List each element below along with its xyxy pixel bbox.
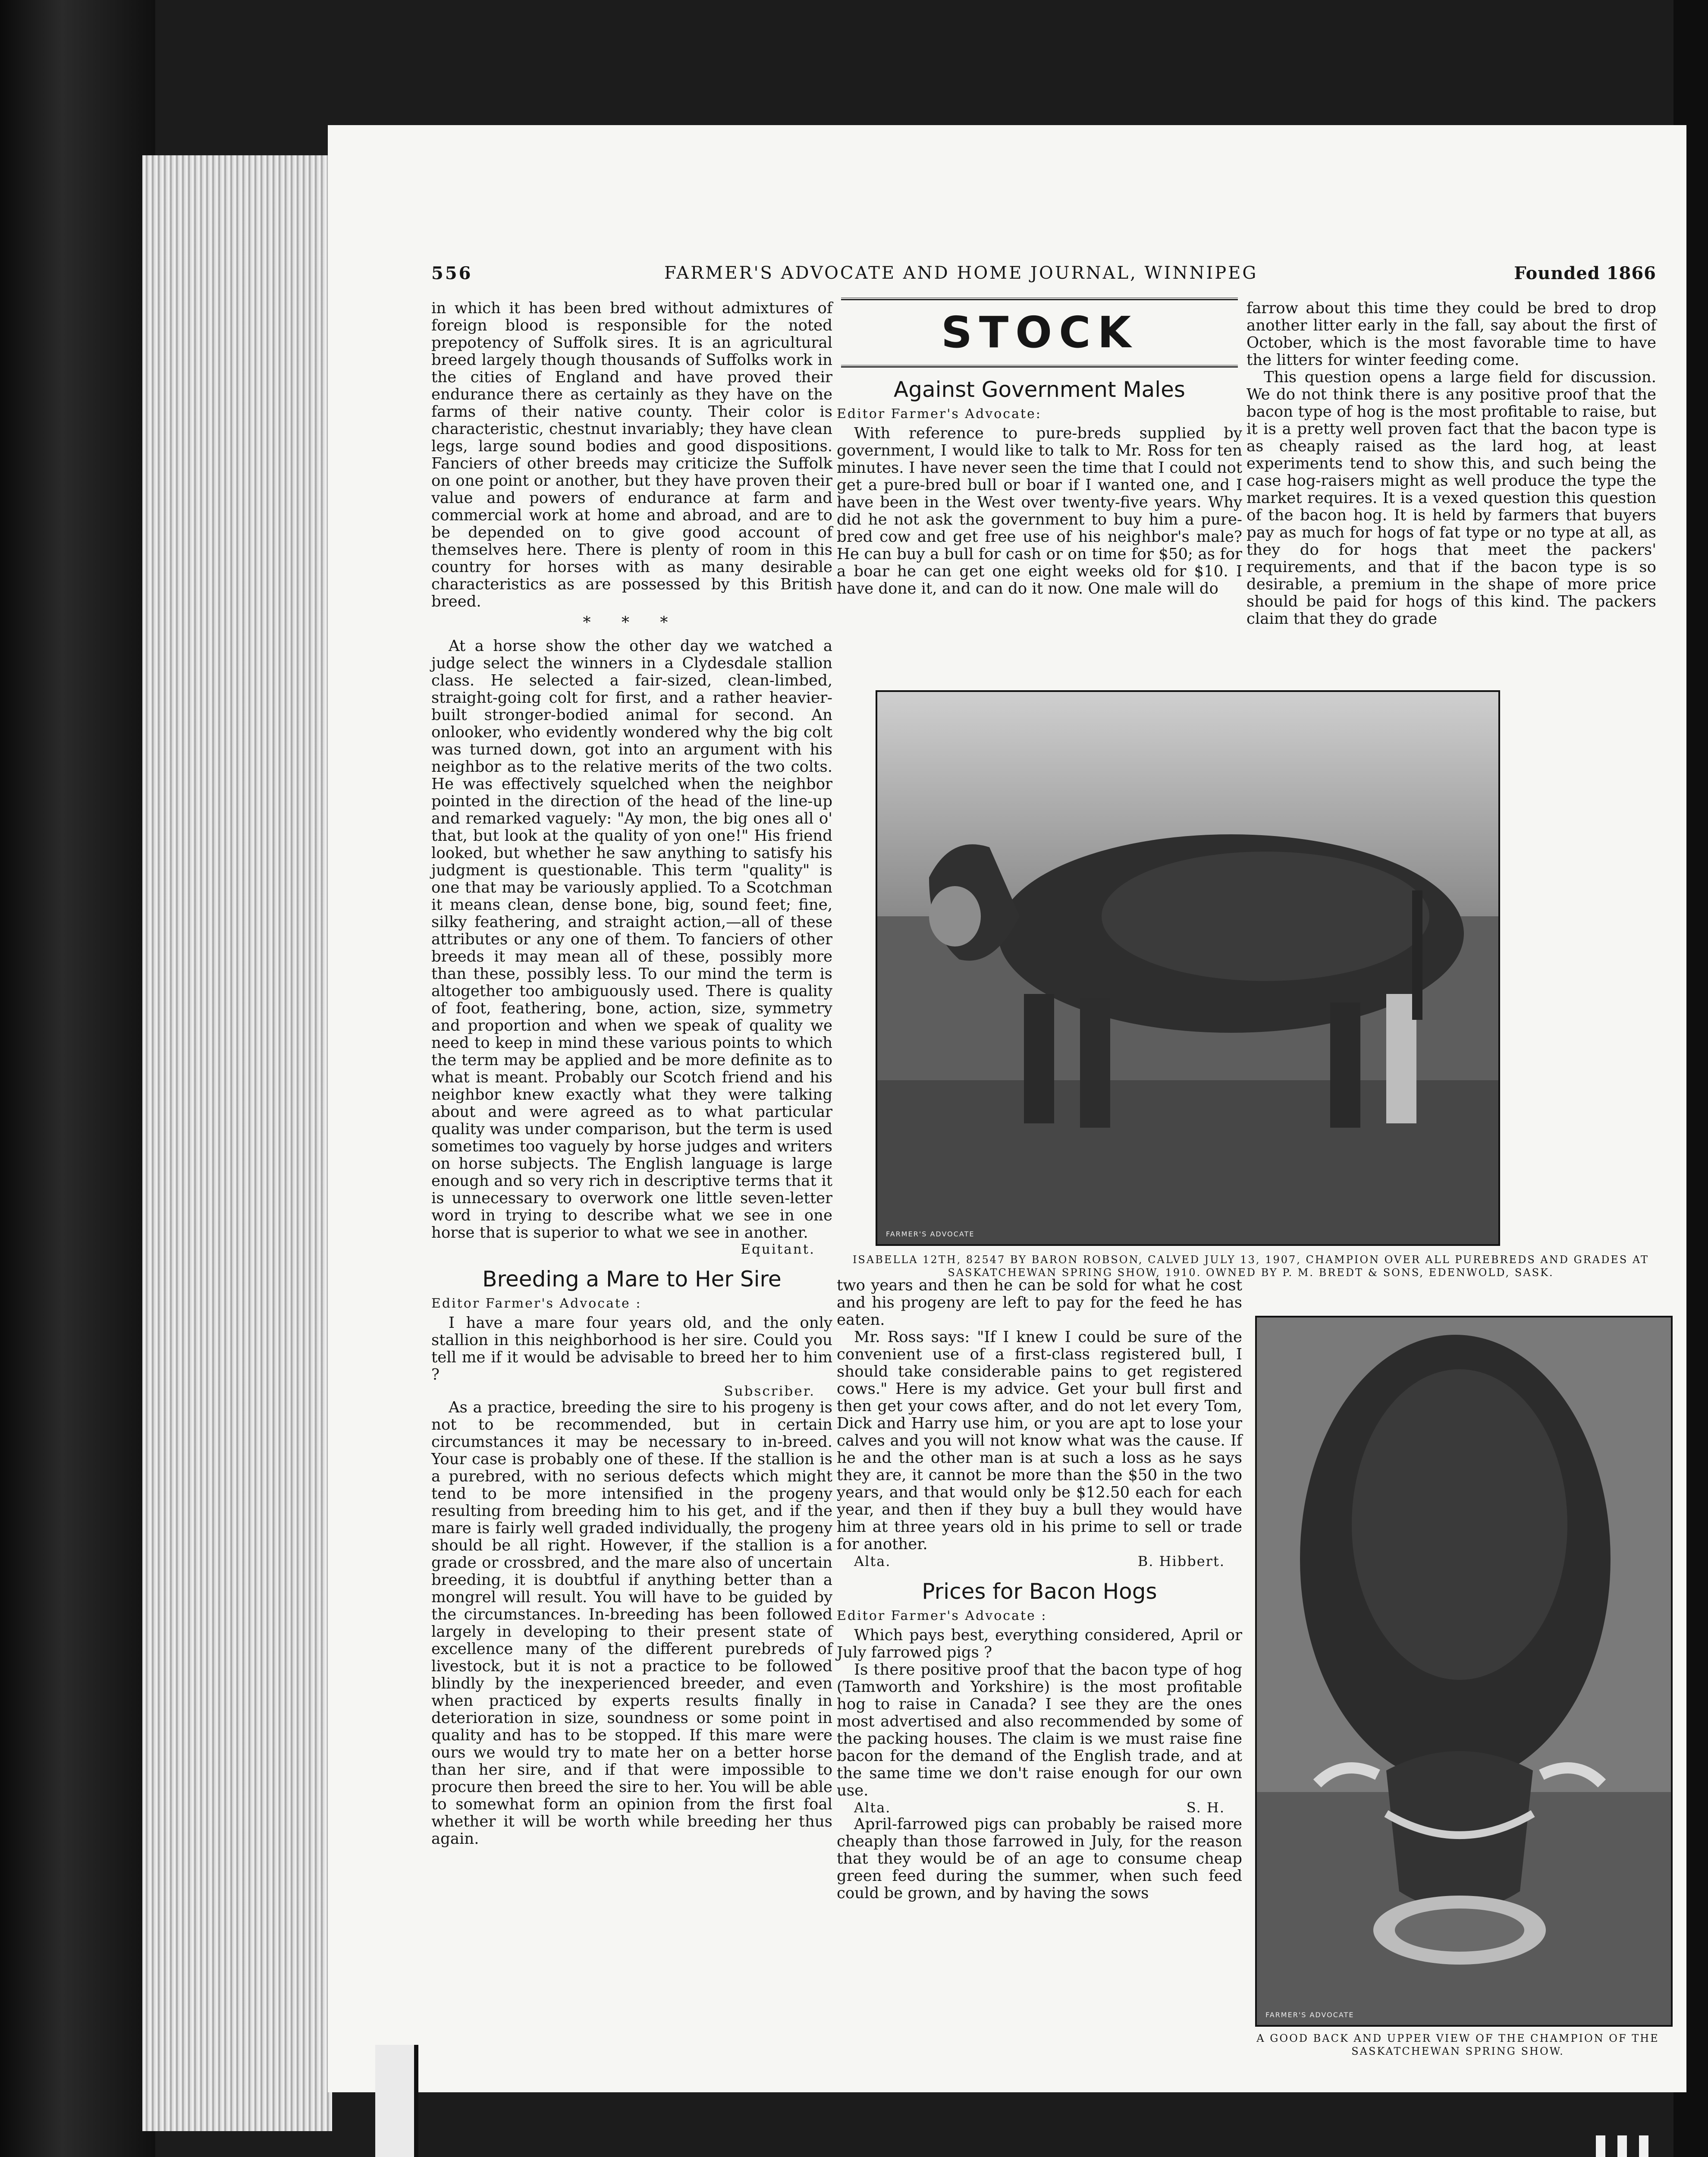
cow-back-photo bbox=[1255, 1316, 1673, 2027]
signature-name: B. Hibbert. bbox=[1137, 1553, 1225, 1569]
photo-credit: FARMER'S ADVOCATE bbox=[886, 1230, 975, 1238]
government-males-paragraph: With reference to pure-breds supplied by government, I would like to talk to Mr. Ross for ten minutes. I have never seen the time that I could not get a pure-bred bull or boar if I wanted one, and I have been in the West over twenty-five years. Why did he not ask the government to buy him a pure-bred cow and get free use of his neighbor's male? He can buy a bull for cash or on time for $50; as for a boar he can get one eight weeks old for $10. I have done it, and can do it now. One male will do bbox=[837, 424, 1242, 597]
mare-answer: As a practice, breeding the sire to his progeny is not to be recommended, but in certain circumstances it may be necessary to in-breed. Your case is probably one of these. If the stallion is a purebred, with no serious defects which might tend to be more intensified in the progeny resulting from breeding him to his get, and if the mare is fairly well graded individually, the progeny should be all right. However, if the stallion is a grade or crossbred, and the mare also of uncertain breeding, it is doubtful if anything better than a mongrel will result. You will have to be guided by the circumstances. In-breeding has been followed largely in developing to their present state of excellence many of the different purebreds of livestock, but it is not a practice to be followed blindly by the inexperienced breeder, and even when practiced by experts results finally in deterioration in size, soundness or some point in quality and has to be stopped. If this mare were ours we would try to mate her on a better horse than her sire, and if that were impossible to procure then breed the sire to her. You will be able to somewhat form an opinion from the first foal whether it will be worth while breeding her thus again. bbox=[431, 1399, 832, 1848]
stock-section-banner bbox=[837, 298, 1242, 368]
bacon-answer-continued: farrow about this time they could be bred to drop another litter early in the fall, say about the first of October, which is the most favorable time to have the litters for winter feeding come. bbox=[1246, 299, 1656, 369]
cow-side-illustration bbox=[877, 692, 1498, 1244]
signature-name: S. H. bbox=[1186, 1799, 1225, 1816]
photo-credit: FARMER'S ADVOCATE bbox=[1265, 2011, 1354, 2019]
signature-hibbert bbox=[837, 1553, 1242, 1569]
bacon-answer: April-farrowed pigs can probably be raised more cheaply than those farrowed in July, for the reason that they would be of an age to consume cheap green feed during the summer, when such feed could be grown, and by having the sows bbox=[837, 1815, 1242, 1902]
banner-rule-bottom bbox=[841, 365, 1238, 368]
bacon-question-1: Which pays best, everything considered, April or July farrowed pigs ? bbox=[837, 1626, 1242, 1661]
article-heading-breeding-mare: Breeding a Mare to Her Sire bbox=[482, 1267, 782, 1292]
government-males-continued: two years and then he can be sold for what he cost and his progeny are left to pay for the feed he has eaten. bbox=[837, 1277, 1242, 1329]
section-title: STOCK bbox=[941, 307, 1138, 358]
cow-back-illustration bbox=[1257, 1317, 1671, 2025]
mare-question: I have a mare four years old, and the only stallion in this neighborhood is her sire. Could you tell me if it would be advisable to breed her to him ? bbox=[431, 1314, 832, 1383]
book-bottom-edge bbox=[375, 2045, 418, 2157]
founded-note: Founded 1866 bbox=[1514, 263, 1656, 283]
signature-place: Alta. bbox=[854, 1553, 891, 1569]
ross-quote-paragraph: Mr. Ross says: "If I knew I could be sure of the convenient use of a first-class registered bull, I should take considerable pains to get registered cows." Here is my advice. Get your bull first and then get your cows after, and do not let every Tom, Dick and Harry use him, or you are apt to lose your calves and you will not know what was the cause. If he and the other man is at such a loss as he says they are, it cannot be more than the $50 in the two years, and that would only be $12.50 each for each year, and then if they buy a bull they would have him at three years old in his prime to sell or trade for another. bbox=[837, 1328, 1242, 1553]
editor-salutation: Editor Farmer's Advocate : bbox=[431, 1296, 642, 1311]
page-number: 556 bbox=[431, 263, 473, 283]
article-heading-bacon-hogs: Prices for Bacon Hogs bbox=[922, 1579, 1157, 1604]
quality-paragraph: At a horse show the other day we watched a judge select the winners in a Clydesdale stallion class. He selected a fair-sized, clean-limbed, straight-going colt for first, and a rather heavier-built stronger-bodied animal for second. An onlooker, who evidently wondered why the big colt was turned down, got into an argument with his neighbor as to the relative merits of the two colts. He was effectively squelched when the neighbor pointed in the direction of the head of the line-up and remarked vaguely: "Ay mon, the big ones all o' that, but look at the quality of yon one!" His friend looked, but whether he saw anything to satisfy his judgment is questionable. This term "quality" is one that may be variously applied. To a Scotchman it means clean, dense bone, big, sound feet; fine, silky feathering, and straight action,—all of these attributes or any one of them. To fanciers of other breeds it may mean all of these, possibly more than these, possibly less. To our mind the term is altogether too ambiguously used. There is quality of foot, feathering, bone, action, size, symmetry and proportion and when we speak of quality we need to keep in mind these various points to which the term may be applied and be more definite as to what is meant. Probably our Scotch friend and his neighbor knew exactly what they were talking about and were agreed as to what particular quality was under comparison, but the term is used sometimes too vaguely by horse judges and writers on horse subjects. The English language is large enough and so very rich in descriptive terms that it is unnecessary to overwork one little seven-letter word in trying to describe what we see in one horse that is superior to what we see in another. bbox=[431, 637, 832, 1242]
signature-sh bbox=[837, 1799, 1242, 1816]
page-header bbox=[431, 263, 1656, 289]
scan-edge-marks bbox=[1596, 2135, 1656, 2157]
journal-title: FARMER'S ADVOCATE AND HOME JOURNAL, WINNIPEG bbox=[664, 263, 1258, 283]
bacon-question-2: Is there positive proof that the bacon type of hog (Tamworth and Yorkshire) is the most profitable hog to raise in Canada? I see they are the ones most advertised and also recommended by some of the packing houses. The claim is we must raise fine bacon for the demand of the English trade, and at the same time we don't raise enough for our own use. bbox=[837, 1661, 1242, 1799]
suffolk-paragraph: in which it has been bred without admixtures of foreign blood is responsible for the noted prepotency of Suffolk sires. It is an agricultural breed largely though thousands of Suffolks work in the cities of England and have proved their endurance there as certainly as they have on the farms of their native county. Their color is characteristic, chestnut invariably; they have clean legs, large sound bodies and good dispositions. Fanciers of other breeds may criticize the Suffolk on one point or another, but they have proven their value and powers of endurance at farm and commercial work at home and abroad, and are to be depended on to give good account of themselves here. There is plenty of room in this country for horses with as many desirable characteristics as are possessed by this British breed. bbox=[431, 299, 832, 610]
signature-equitant: Equitant. bbox=[741, 1242, 815, 1257]
cow-side-caption: ISABELLA 12TH, 82547 BY BARON ROBSON, CALVED JULY 13, 1907, CHAMPION OVER ALL PUREBREDS AND GRADES AT SASKATCHEWAN SPRING SHOW, 1910. OWNED BY P. M. BREDT & SONS, EDENWOLD, SASK. bbox=[852, 1254, 1649, 1279]
editor-salutation: Editor Farmer's Advocate : bbox=[837, 1608, 1047, 1623]
book-page-edges bbox=[142, 155, 332, 2131]
newspaper-page bbox=[328, 125, 1686, 2092]
right-column bbox=[1246, 300, 1656, 628]
cow-back-caption: A GOOD BACK AND UPPER VIEW OF THE CHAMPION OF THE SASKATCHEWAN SPRING SHOW. bbox=[1256, 2032, 1659, 2057]
signature-subscriber: Subscriber. bbox=[724, 1383, 815, 1399]
signature-place: Alta. bbox=[854, 1799, 891, 1816]
editor-salutation: Editor Farmer's Advocate: bbox=[837, 406, 1042, 421]
middle-column bbox=[837, 300, 1242, 597]
article-heading-government-males: Against Government Males bbox=[894, 377, 1185, 402]
bacon-discussion-paragraph: This question opens a large field for discussion. We do not think there is any positive proof that the bacon type of hog is the most profitable to raise, but it is a pretty well proven fact that the bacon type is as cheaply raised as the lard hog, at least experiments tend to show this, and such being the case hog-raisers might as well produce the type the market requires. It is a vexed question this question of the bacon hog. It is held by farmers that buyers pay as much for hogs of fat type or no type at all, as they do for hogs that meet the packers' requirements, and that if the bacon type is so desirable, a premium in the shape of more price should be paid for hogs of this kind. The packers claim that they do grade bbox=[1246, 368, 1656, 628]
section-separator: * * * bbox=[583, 614, 681, 632]
left-column bbox=[431, 300, 832, 1848]
scan-background-left bbox=[0, 0, 155, 2157]
middle-column-lower bbox=[837, 1277, 1242, 1902]
cow-side-photo bbox=[876, 690, 1500, 1246]
